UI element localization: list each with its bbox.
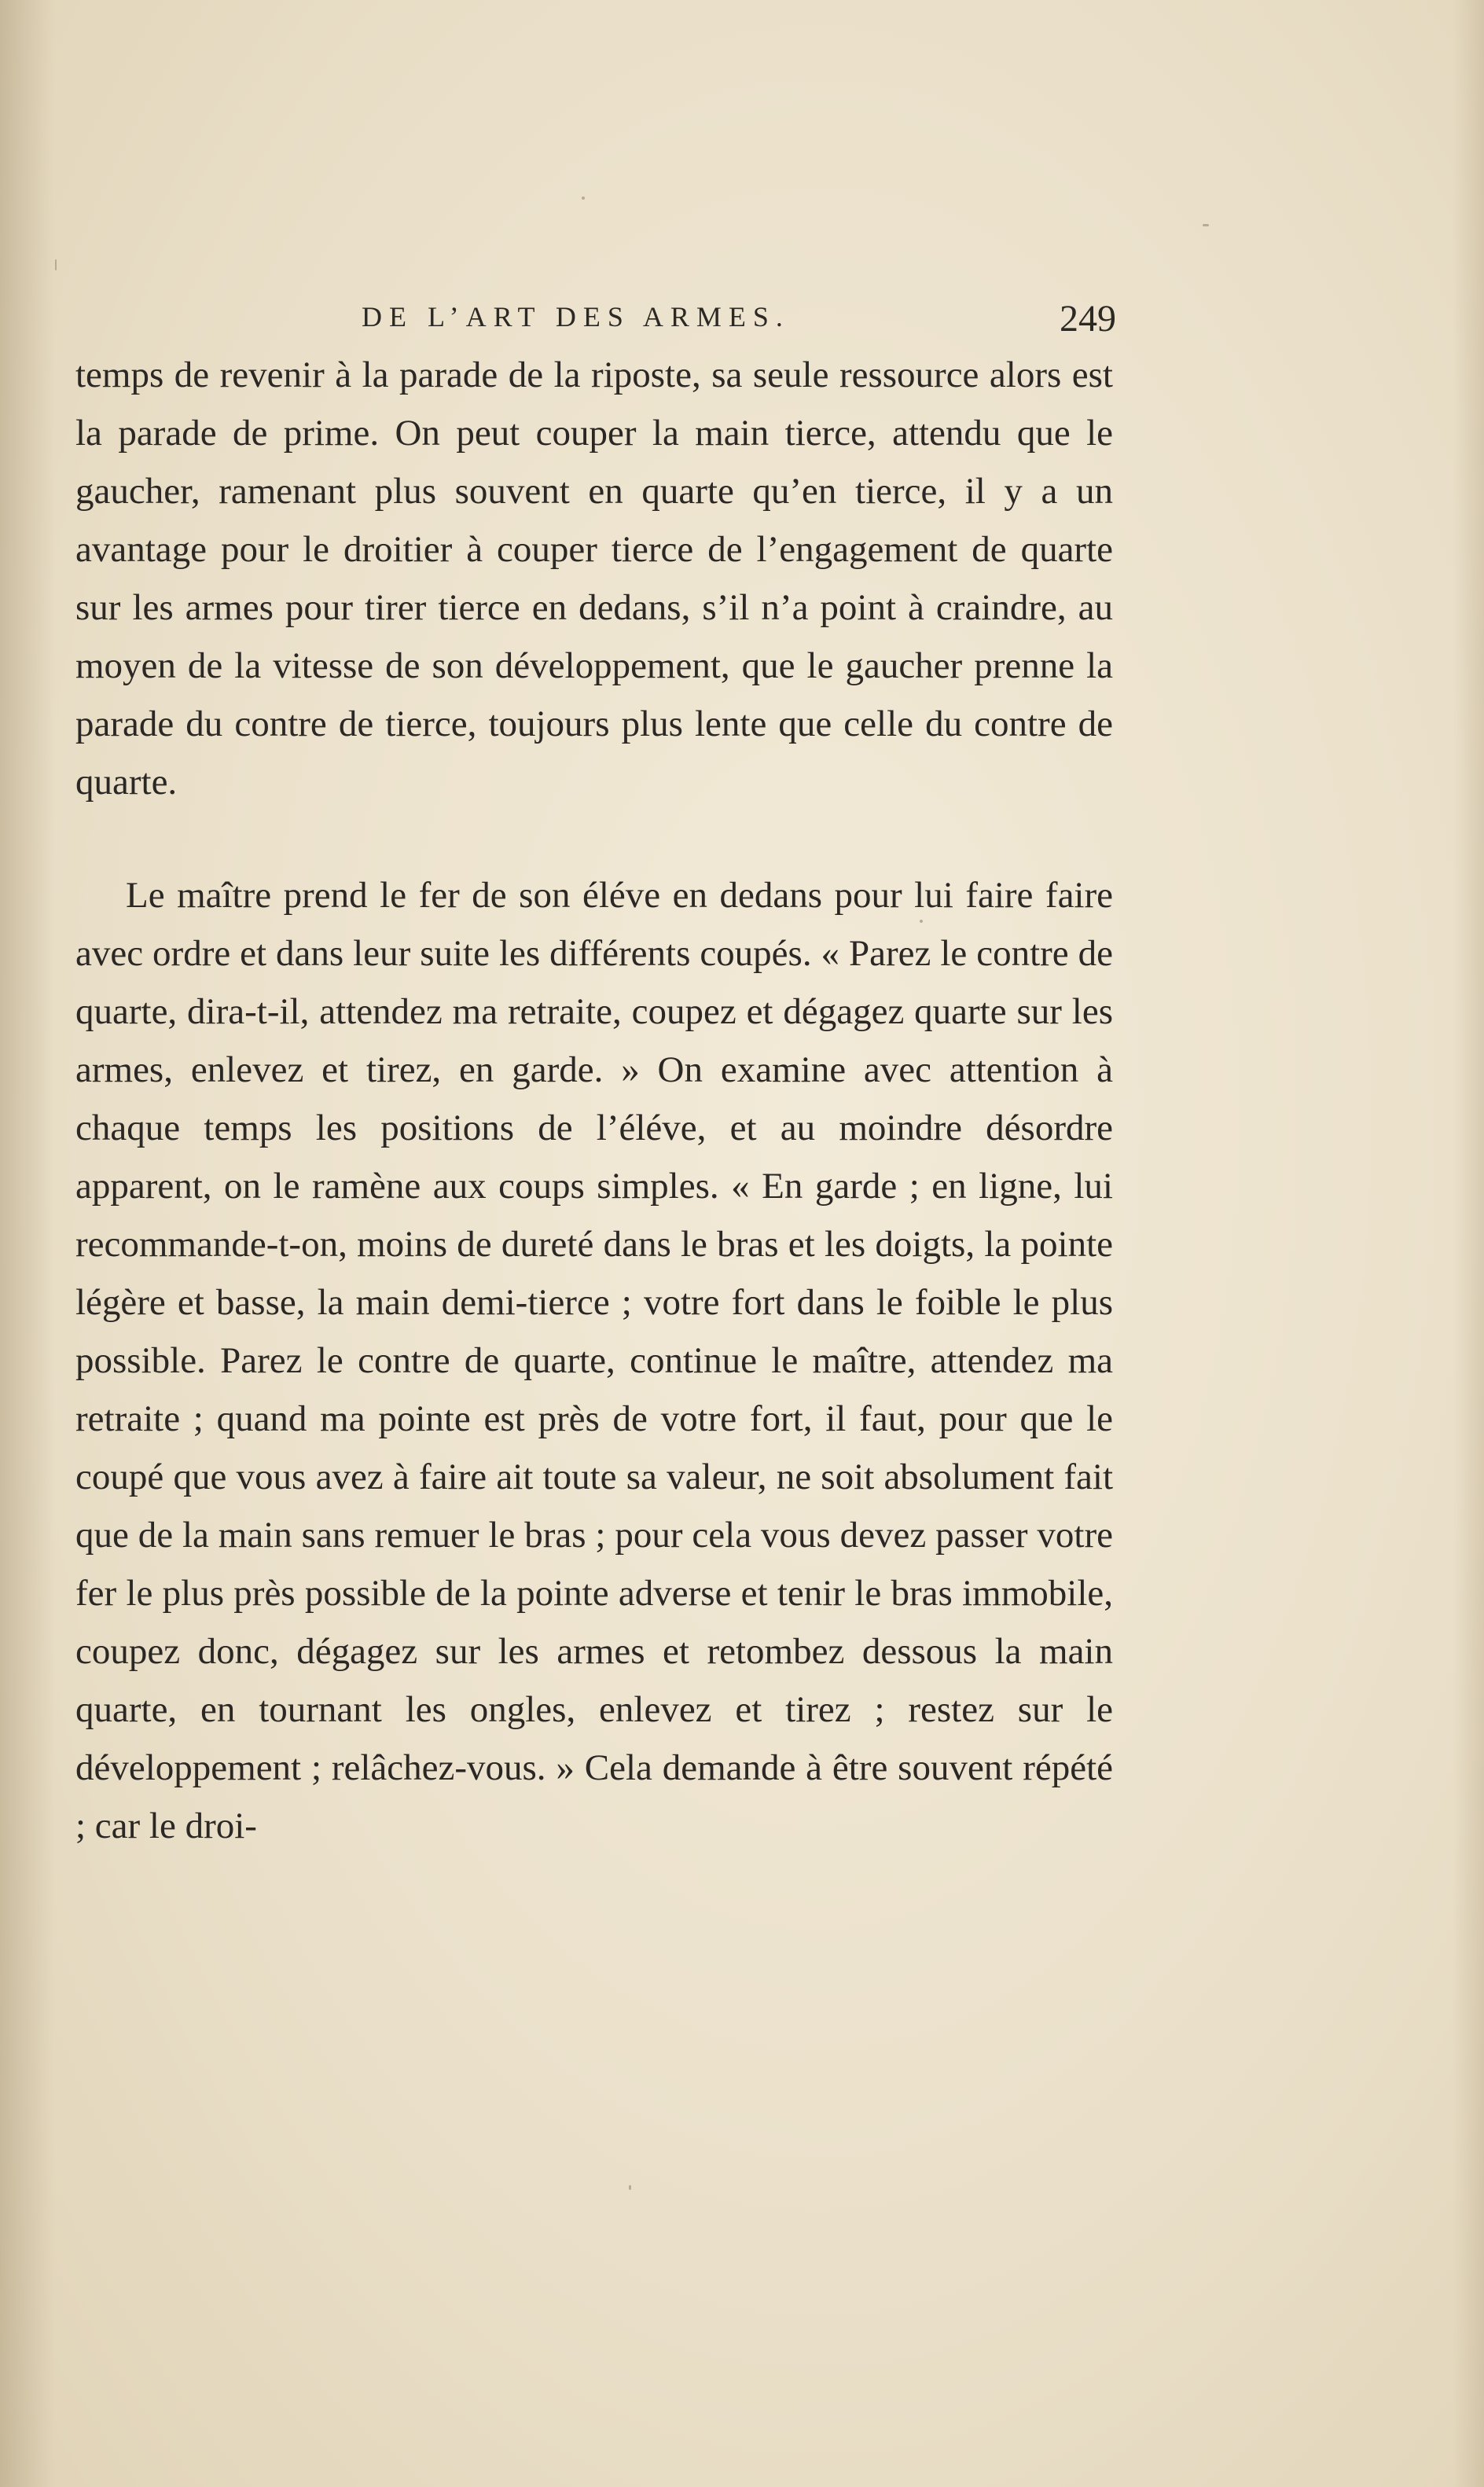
paragraph: Le maître prend le fer de son éléve en dedans pour lui faire faire avec ordre et dans leur suite les différents coupés. « Parez le contre de quarte, dira-t-il, attendez ma retraite, coupez et dégagez quarte sur les armes, enlevez et tirez, en garde. » On examine avec attention à chaque temps les positions de l’éléve, et au moindre désordre apparent, on le ramène aux coups simples. « En garde ; en ligne, lui recommande-t-on, moins de dureté dans le bras et les doigts, la pointe légère et basse, la main demi-tierce ; votre fort dans le foible le plus possible. Parez le contre de quarte, continue le maître, attendez ma retraite ; quand ma pointe est près de votre fort, il faut, pour que le coupé que vous avez à faire ait toute sa valeur, ne soit absolument fait que de la main sans remuer le bras ; pour cela vous devez passer votre fer le plus près possible de la pointe adverse et tenir le bras immobile, coupez donc, dégagez sur les armes et retombez dessous la main quarte, en tournant les ongles, enlevez et tirez ; restez sur le développement ; relâchez-vous. » Cela demande à être souvent répété ; car le droi- (75, 875, 1113, 1846)
page-number: 249 (1060, 298, 1116, 340)
paragraph: temps de revenir à la parade de la riposte, sa seule ressource alors est la parade de prime. On peut couper la main tierce, attendu que le gaucher, ramenant plus souvent en quarte qu’en tierce, il y a un avantage pour le droitier à couper tierce de l’engagement de quarte sur les armes pour tirer tierce en dedans, s’il n’a point à craindre, au moyen de la vitesse de son développement, que le gaucher prenne la parade du contre de tierce, toujours plus lente que celle du contre de quarte. (75, 354, 1113, 803)
body-text (75, 346, 1113, 1855)
paper-speck (582, 197, 585, 200)
binding-gutter-shadow (0, 0, 55, 2487)
page-edge-shadow (1453, 0, 1484, 2487)
running-title: DE L’ART DES ARMES. (362, 301, 790, 332)
paper-speck (55, 259, 57, 270)
page-header (71, 300, 1116, 347)
paper-speck (629, 2185, 631, 2190)
paper-speck (1203, 224, 1209, 226)
